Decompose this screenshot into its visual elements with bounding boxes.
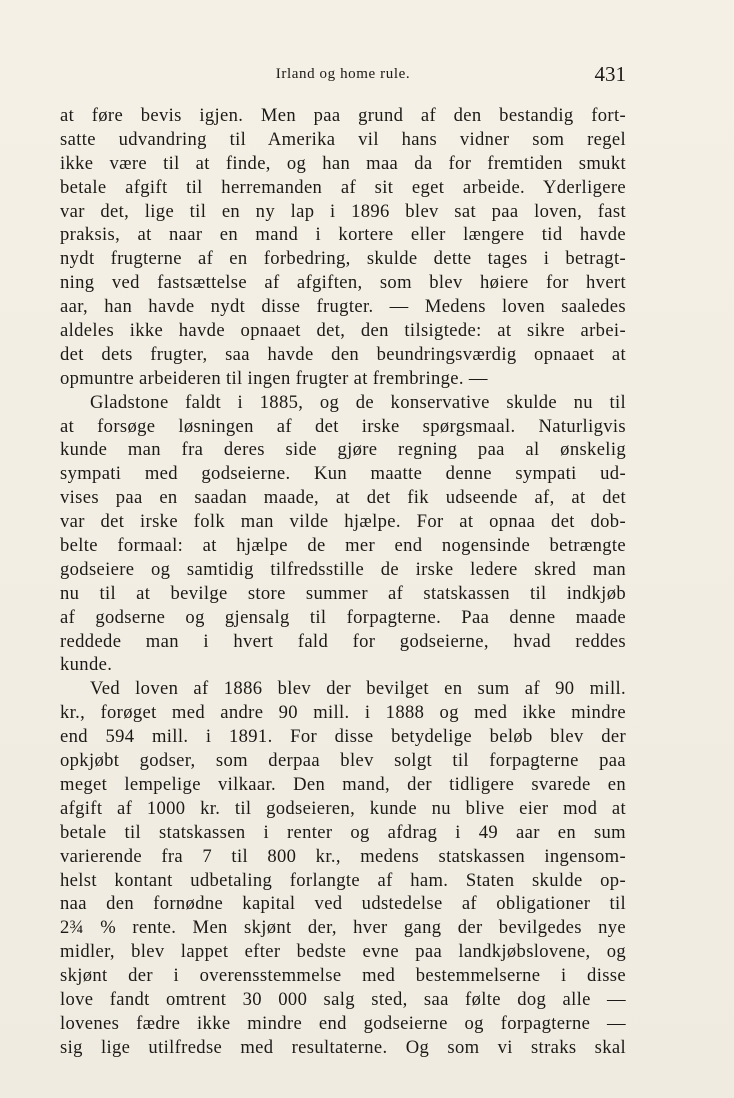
- text-line: belte formaal: at hjælpe de mer end nogensinde betrængte: [60, 535, 626, 557]
- text-line: sig lige utilfredse med resultaterne. Og som vi straks skal: [60, 1036, 626, 1058]
- text-line: naa den fornødne kapital ved udstedelse af obligationer til: [60, 893, 626, 915]
- text-line: meget lempelige vilkaar. Den mand, der tidligere svarede en: [60, 773, 626, 795]
- text-line: aar, han havde nydt disse frugter. — Medens loven saaledes: [60, 296, 626, 318]
- text-line: midler, blev lappet efter bedste evne paa landkjøbslovene, og: [60, 941, 626, 963]
- text-line: praksis, at naar en mand i kortere eller længere tid havde: [60, 224, 626, 246]
- text-line: aldeles ikke havde opnaaet det, den tilsigtede: at sikre arbei-: [60, 320, 626, 342]
- text-line: opmuntre arbeideren til ingen frugter at frembringe. —: [60, 367, 488, 389]
- text-line: det dets frugter, saa havde den beundringsværdig opnaaet at: [60, 343, 626, 365]
- text-line: ning ved fastsættelse af afgiften, som blev høiere for hvert: [60, 272, 626, 294]
- text-line: love fandt omtrent 30 000 salg sted, saa følte dog alle —: [60, 988, 626, 1010]
- text-line: sympati med godseierne. Kun maatte denne sympati ud-: [60, 463, 626, 485]
- text-line: betale afgift til herremanden af sit eget arbeide. Yderligere: [60, 176, 626, 198]
- text-line: 2¾ % rente. Men skjønt der, hver gang der bevilgedes nye: [60, 917, 626, 939]
- text-line: var det irske folk man vilde hjælpe. For at opnaa det dob-: [60, 511, 626, 533]
- text-line: satte udvandring til Amerika vil hans vidner som regel: [60, 128, 626, 150]
- text-line: var det, lige til en ny lap i 1896 blev sat paa loven, fast: [60, 200, 626, 222]
- text-line: at føre bevis igjen. Men paa grund af den bestandig fort-: [60, 105, 626, 126]
- text-line: helst kontant udbetaling forlangte af ham. Staten skulde op-: [60, 869, 626, 891]
- running-head: [60, 62, 626, 92]
- text-line: opkjøbt godser, som derpaa blev solgt til forpagterne paa: [60, 750, 626, 772]
- text-line: betale til statskassen i renter og afdrag i 49 aar en sum: [60, 821, 626, 843]
- running-title: Irland og home rule.: [275, 66, 411, 82]
- text-line: reddede man i hvert fald for godseierne, hvad reddes: [60, 630, 626, 652]
- text-line: vises paa en saadan maade, at det fik udseende af, at det: [60, 487, 626, 509]
- text-line: nydt frugterne af en forbedring, skulde dette tages i betragt-: [60, 248, 626, 270]
- text-line: end 594 mill. i 1891. For disse betydelige beløb blev der: [60, 726, 626, 748]
- text-line: at forsøge løsningen af det irske spørgsmaal. Naturligvis: [60, 415, 626, 437]
- body-text: [60, 104, 626, 1060]
- text-line: kunde.: [60, 654, 113, 676]
- text-line: nu til at bevilge store summer af statskassen til indkjøb: [60, 582, 626, 604]
- text-line: Gladstone faldt i 1885, og de konservative skulde nu til: [90, 391, 626, 413]
- text-line: skjønt der i overensstemmelse med bestemmelserne i disse: [60, 965, 626, 987]
- text-line: Ved loven af 1886 blev der bevilget en sum af 90 mill.: [90, 678, 626, 700]
- text-line: afgift af 1000 kr. til godseieren, kunde nu blive eier mod at: [60, 797, 626, 819]
- text-line: af godserne og gjensalg til forpagterne. Paa denne maade: [60, 606, 626, 628]
- text-line: ikke være til at finde, og han maa da for fremtiden smukt: [60, 152, 626, 174]
- text-line: kr., forøget med andre 90 mill. i 1888 og med ikke mindre: [60, 702, 626, 724]
- text-line: varierende fra 7 til 800 kr., medens statskassen ingensom-: [60, 845, 626, 867]
- text-line: kunde man fra deres side gjøre regning paa al ønskelig: [60, 439, 626, 461]
- text-line: lovenes fædre ikke mindre end godseierne og forpagterne —: [60, 1012, 626, 1034]
- page-number: 431: [594, 62, 626, 86]
- text-line: godseiere og samtidig tilfredsstille de irske ledere skred man: [60, 558, 626, 580]
